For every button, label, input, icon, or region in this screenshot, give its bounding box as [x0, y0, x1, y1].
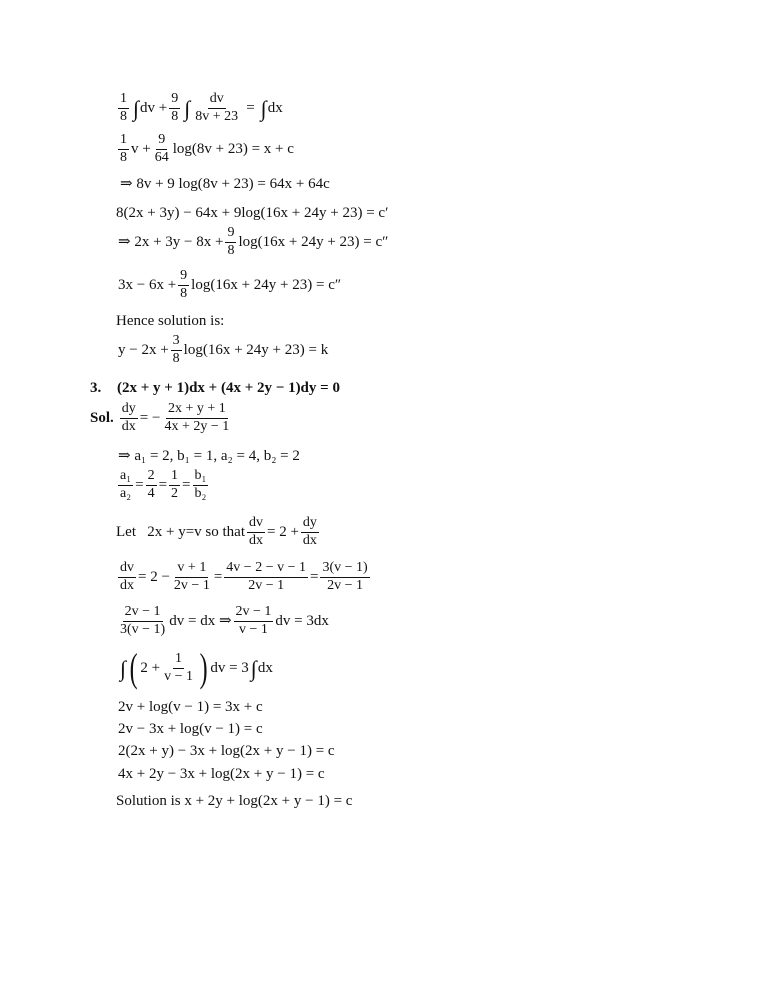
right-paren-icon: ) [199, 645, 208, 690]
equation-line-6: 3x − 6x + $\frac{9}{8}$ log(16x + 24y + 23) = c″ [118, 268, 342, 301]
fraction: $\frac{dv}{dx}$ [249, 515, 263, 548]
fraction: $\frac{\text{b₁}}{\text{b₂}}$ [194, 468, 207, 501]
fraction: $\frac{1}{v - 1}$ [164, 650, 193, 684]
solution-line-5: $\frac{dv}{dx}$ = 2 − $\frac{v + 1}{2v - 1}$ = $\frac{4v - 2 - v - 1}{2v - 1}$ = $\frac{3(v - 1)}{2v - 1}$ [120, 560, 368, 593]
integral-sign-icon: ∫ [133, 96, 140, 122]
integral-sign-icon: ∫ [184, 96, 191, 122]
solution-final: Solution is x + 2y + log(2x + y − 1) = c [116, 793, 353, 809]
equation-line-5: ⇒ 2x + 3y − 8x + $\frac{9}{8}$ log(16x + 24y + 23) = c″ [118, 225, 389, 258]
solution-line-11: 4x + 2y − 3x + log(2x + y − 1) = c [118, 766, 325, 782]
fraction: $\frac{dy}{dx}$ [302, 515, 317, 548]
solution-line-2: ⇒ a₁ = 2, b₁ = 1, a₂ = 4, b₂ = 2 [118, 448, 300, 464]
equation-line-8: y − 2x + $\frac{3}{8}$ log(16x + 24y + 23) = k [118, 333, 329, 366]
fraction: $\frac{dv}{dx}$ [120, 560, 134, 593]
fraction: $\frac{2v - 1}{3(v - 1)}$ [120, 604, 166, 637]
fraction: $\frac{1}{8}$ [120, 132, 127, 165]
fraction: $\frac{dv}{8v + 23}$ [195, 91, 239, 124]
fraction: $\frac{1}{2}$ [171, 468, 179, 501]
solution-line-6: $\frac{2v - 1}{3(v - 1)}$ dv = dx ⇒ $\frac{2v - 1}{v - 1}$ dv = 3dx [120, 604, 329, 637]
fraction: $\frac{2v - 1}{v - 1}$ [235, 604, 272, 637]
solution-line-3: $\frac{\text{a₁}}{\text{a₂}}$ = $\frac{2}{4}$ = $\frac{1}{2}$ = $\frac{\text{b₁}}{\text{b₂}}$ [120, 468, 207, 501]
solution-line-9: 2v − 3x + log(v − 1) = c [118, 721, 263, 737]
fraction: $\frac{1}{8}$ [120, 91, 127, 124]
fraction: $\frac{2}{4}$ [147, 468, 155, 501]
solution-line-8: 2v + log(v − 1) = 3x + c [118, 699, 263, 715]
equation-line-4: 8(2x + 3y) − 64x + 9log(16x + 24y + 23) = c′ [116, 205, 389, 221]
sol-label: Sol. [90, 409, 114, 426]
equation-line-2: $\frac{1}{8}$ v + $\frac{9}{64}$ log(8v + 23) = x + c [120, 132, 294, 165]
fraction: $\frac{9}{8}$ [180, 268, 188, 301]
solution-line-7: ∫ ( 2 + $\frac{1}{v - 1}$ ) dv = 3 ∫ dx [120, 645, 273, 690]
fraction: $\frac{9}{8}$ [171, 91, 179, 124]
fraction: $\frac{2x + y + 1}{4x + 2y - 1}$ [164, 401, 230, 434]
integral-sign-icon: ∫ [260, 96, 267, 122]
fraction: $\frac{9}{8}$ [227, 225, 235, 258]
equation-line-3: ⇒ 8v + 9 log(8v + 23) = 64x + 64c [120, 176, 330, 192]
solution-line-10: 2(2x + y) − 3x + log(2x + y − 1) = c [118, 743, 335, 759]
fraction: $\frac{dy}{dx}$ [121, 401, 136, 434]
fraction: $\frac{3}{8}$ [172, 333, 180, 366]
equation-line-1: $\frac{1}{8}$ ∫ dv + $\frac{9}{8}$ ∫ $\frac{dv}{8v + 23}$ = ∫ dx [120, 91, 283, 124]
left-paren-icon: ( [129, 645, 138, 690]
integral-sign-icon: ∫ [120, 656, 127, 681]
fraction: $\frac{3(v - 1)}{2v - 1}$ [322, 560, 368, 593]
solution-line-4: Let 2x + y=v so that $\frac{dv}{dx}$ = 2 + $\frac{dy}{dx}$ [116, 515, 317, 548]
problem-3-heading: 3. (2x + y + 1)dx + (4x + 2y − 1)dy = 0 [90, 380, 340, 396]
fraction: $\frac{4v - 2 - v - 1}{2v - 1}$ [226, 560, 306, 593]
text-hence: Hence solution is: [116, 313, 225, 329]
integral-sign-icon: ∫ [250, 656, 257, 681]
fraction: $\frac{v + 1}{2v - 1}$ [173, 560, 210, 593]
solution-line-1: Sol. $\frac{dy}{dx}$ = − $\frac{2x + y + 1}{4x + 2y - 1}$ [90, 401, 230, 434]
fraction: $\frac{\text{a₁}}{\text{a₂}}$ [120, 468, 132, 501]
fraction: $\frac{9}{64}$ [154, 132, 169, 165]
